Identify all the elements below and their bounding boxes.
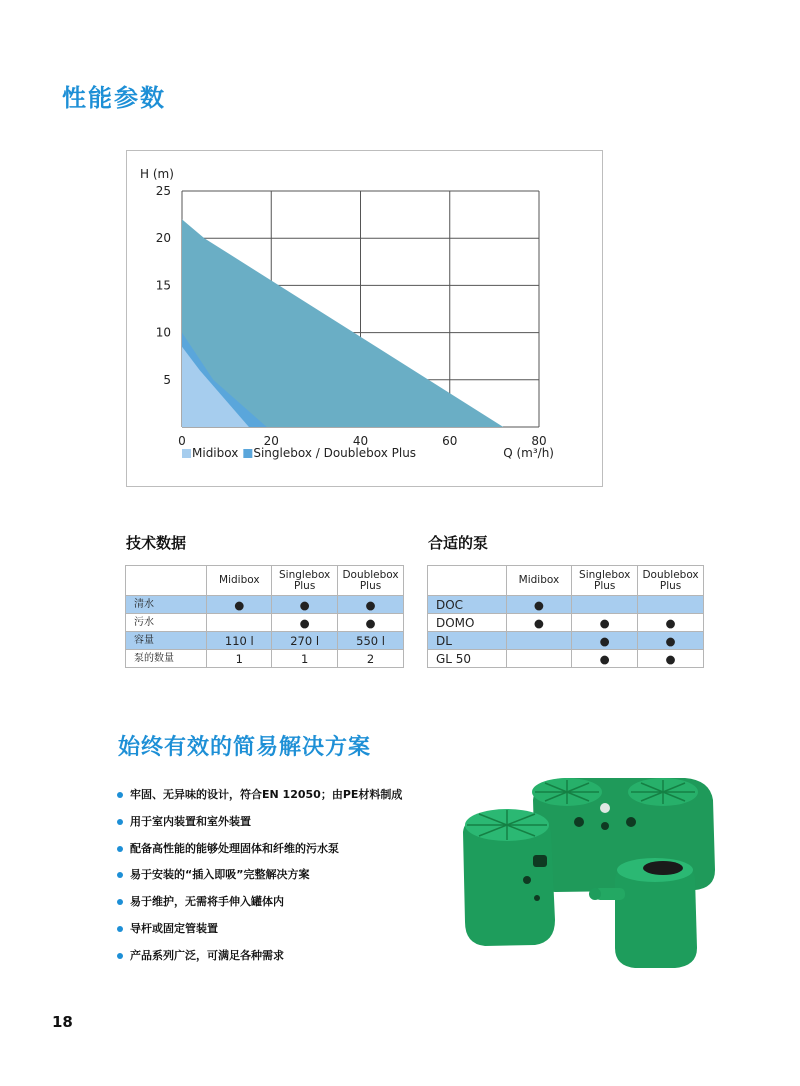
- table-cell: 1: [207, 650, 272, 668]
- x-tick-label: 0: [178, 434, 186, 448]
- table-cell: [506, 632, 572, 650]
- x-tick-label: 80: [531, 434, 547, 448]
- product-image: [455, 770, 735, 975]
- feature-text: 用于室内装置和室外装置: [130, 814, 251, 828]
- table-row: [428, 596, 704, 614]
- table-row: [126, 596, 404, 614]
- tech-data-table: [125, 565, 404, 668]
- legend-label-1: Singlebox / Doublebox Plus: [253, 446, 417, 460]
- table-cell: 110 l: [207, 632, 272, 650]
- y-tick-label: 20: [155, 231, 171, 246]
- table-row: [126, 614, 404, 632]
- feature-text: 易于安装的“插入即吸”完整解决方案: [130, 868, 310, 882]
- list-item: [117, 786, 402, 813]
- row-label: 污水: [126, 614, 207, 632]
- feature-list: [117, 786, 402, 974]
- feature-text: 产品系列广泛，可满足各种需求: [130, 948, 284, 962]
- feature-text: 导杆或固定管装置: [130, 921, 218, 935]
- table-cell: ●: [338, 596, 404, 614]
- x-axis-label: Q (m³/h): [503, 446, 554, 460]
- row-label: DOC: [428, 596, 507, 614]
- table-cell: ●: [272, 614, 338, 632]
- table-cell: ●: [506, 614, 572, 632]
- y-tick-label: 10: [155, 325, 171, 340]
- list-item: [117, 947, 402, 974]
- table-cell: 1: [272, 650, 338, 668]
- bullet-icon: [117, 819, 123, 825]
- table-cell: ●: [638, 632, 704, 650]
- pump-header-2: Singlebox Plus: [572, 566, 638, 596]
- legend-swatch-1: [243, 449, 252, 458]
- table-cell: ●: [572, 650, 638, 668]
- table-cell: ●: [572, 614, 638, 632]
- y-tick-label: 15: [155, 278, 171, 293]
- table-row: [126, 632, 404, 650]
- y-axis-label: H (m): [140, 167, 174, 181]
- table-row: [428, 650, 704, 668]
- table-cell: ●: [638, 614, 704, 632]
- performance-chart: [126, 150, 603, 487]
- bullet-icon: [117, 792, 123, 798]
- table-row: [428, 632, 704, 650]
- table-cell: [506, 650, 572, 668]
- legend-swatch-0: [182, 449, 191, 458]
- feature-text: 配备高性能的能够处理固体和纤维的污水泵: [130, 841, 339, 855]
- page-title: 性能参数: [62, 84, 166, 112]
- list-item: [117, 866, 402, 893]
- pump-table-title: 合适的泵: [428, 534, 489, 552]
- row-label: DOMO: [428, 614, 507, 632]
- pump-data-table: [427, 565, 704, 668]
- bullet-icon: [117, 899, 123, 905]
- row-label: GL 50: [428, 650, 507, 668]
- tech-header-3: Doublebox Plus: [338, 566, 404, 596]
- performance-chart-svg: [127, 151, 604, 488]
- pump-header-1: Midibox: [506, 566, 572, 596]
- legend-label-0: Midibox: [192, 446, 239, 460]
- row-label: 容量: [126, 632, 207, 650]
- table-cell: 270 l: [272, 632, 338, 650]
- table-cell: 2: [338, 650, 404, 668]
- section-subtitle: 始终有效的简易解决方案: [118, 735, 372, 760]
- x-tick-label: 60: [442, 434, 458, 448]
- row-label: DL: [428, 632, 507, 650]
- list-item: [117, 840, 402, 867]
- row-label: 清水: [126, 596, 207, 614]
- table-cell: ●: [506, 596, 572, 614]
- bullet-icon: [117, 846, 123, 852]
- table-cell: ●: [338, 614, 404, 632]
- bullet-icon: [117, 926, 123, 932]
- tech-header-1: Midibox: [207, 566, 272, 596]
- feature-text: 牢固、无异味的设计，符合EN 12050；由PE材料制成: [130, 788, 403, 801]
- table-row: [428, 614, 704, 632]
- table-cell: [638, 596, 704, 614]
- y-tick-label: 5: [163, 372, 171, 387]
- feature-text: 易于维护，无需将手伸入罐体内: [130, 895, 284, 909]
- table-cell: ●: [272, 596, 338, 614]
- y-tick-label: 25: [155, 184, 171, 198]
- list-item: [117, 893, 402, 920]
- bullet-icon: [117, 953, 123, 959]
- table-cell: [572, 596, 638, 614]
- list-item: [117, 920, 402, 947]
- tech-header-0: [126, 566, 207, 596]
- tech-header-2: Singlebox Plus: [272, 566, 338, 596]
- table-row: [126, 650, 404, 668]
- bullet-icon: [117, 872, 123, 878]
- x-tick-label: 40: [352, 434, 369, 448]
- list-item: [117, 813, 402, 840]
- table-cell: ●: [207, 596, 272, 614]
- pump-header-3: Doublebox Plus: [638, 566, 704, 596]
- table-cell: ●: [572, 632, 638, 650]
- table-cell: 550 l: [338, 632, 404, 650]
- pump-header-0: [428, 566, 507, 596]
- page-number: 18: [52, 1013, 73, 1031]
- table-cell: [207, 614, 272, 632]
- x-tick-label: 20: [263, 434, 279, 448]
- tech-table-title: 技术数据: [126, 534, 187, 552]
- row-label: 泵的数量: [126, 650, 207, 668]
- table-cell: ●: [638, 650, 704, 668]
